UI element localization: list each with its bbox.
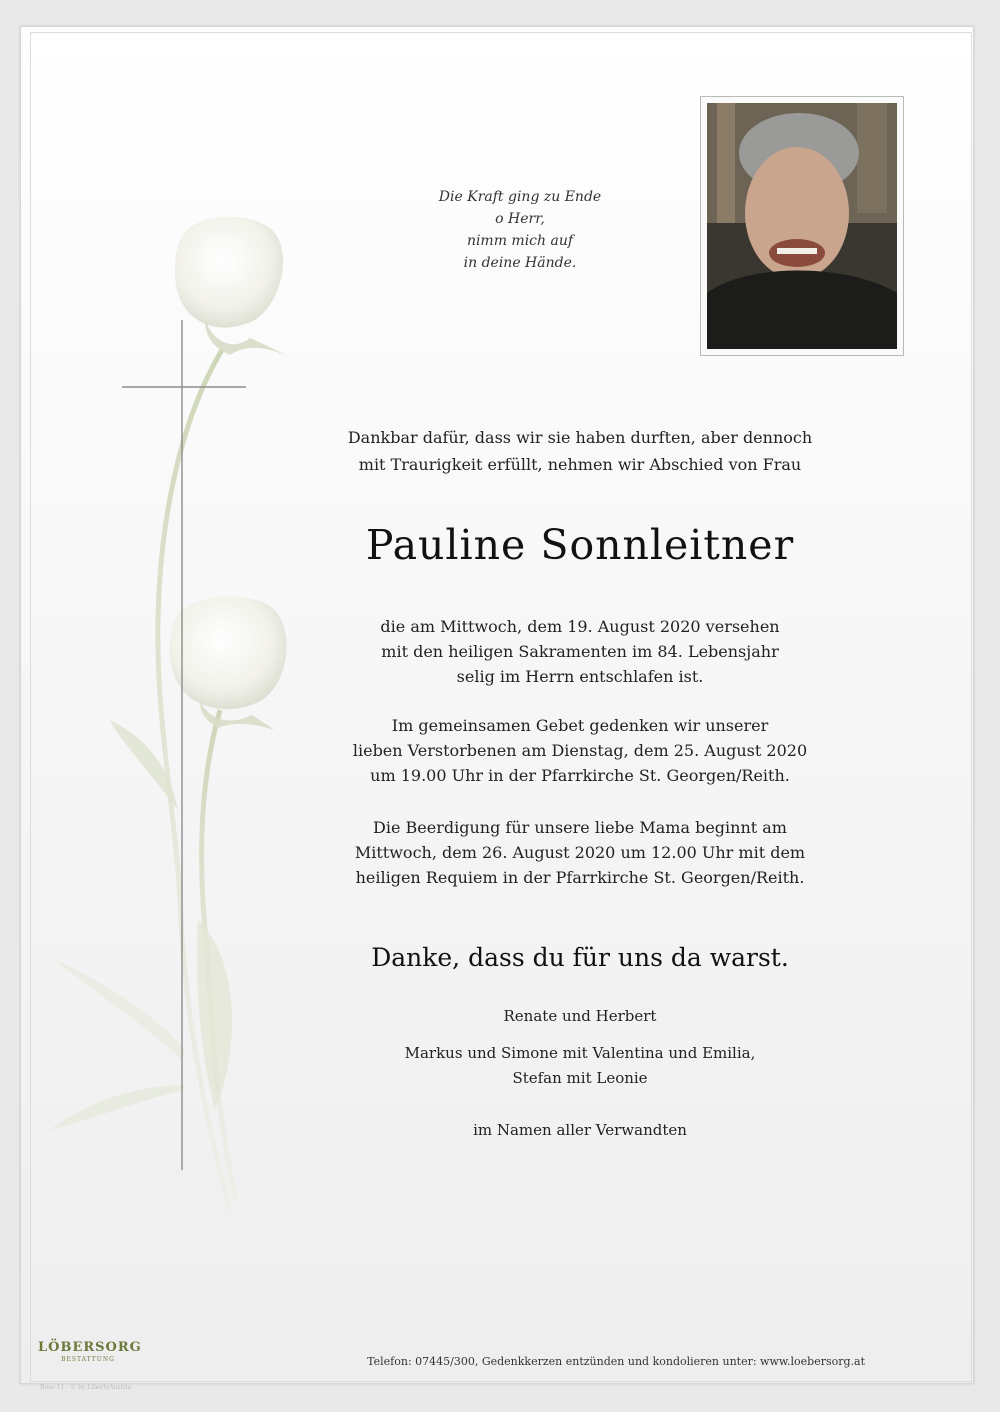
- paragraph-line: selig im Herrn entschlafen ist.: [456, 667, 704, 686]
- prayer-paragraph: [300, 713, 860, 788]
- thanks-heading: Danke, dass du für uns da warst.: [371, 943, 789, 972]
- paragraph-line: um 19.00 Uhr in der Pfarrkirche St. Georgen/Reith.: [370, 766, 790, 785]
- mourners-line-2: [300, 1041, 860, 1091]
- intro-line: mit Traurigkeit erfüllt, nehmen wir Abschied von Frau: [358, 455, 802, 474]
- mourner-line: Stefan mit Leonie: [512, 1069, 648, 1087]
- motto-line: in deine Hände.: [463, 255, 577, 271]
- portrait-photo-frame: [700, 96, 904, 356]
- funeral-paragraph: [300, 815, 860, 890]
- mourners-line-1: [300, 1004, 860, 1029]
- motto-line: o Herr,: [495, 211, 545, 227]
- paragraph-line: heiligen Requiem in der Pfarrkirche St. Georgen/Reith.: [355, 868, 805, 887]
- paragraph-line: mit den heiligen Sakramenten im 84. Lebensjahr: [381, 642, 779, 661]
- portrait-photo: [707, 103, 897, 349]
- motto-line: nimm mich auf: [466, 233, 574, 249]
- logo-name: LÖBERSORG: [38, 1340, 142, 1355]
- mourner-line: Renate und Herbert: [503, 1007, 657, 1025]
- passing-paragraph: [300, 614, 860, 689]
- paragraph-line: Die Beerdigung für unsere liebe Mama beginnt am: [373, 818, 787, 837]
- mourner-line: im Namen aller Verwandten: [473, 1121, 687, 1139]
- paragraph-line: Mittwoch, dem 26. August 2020 um 12.00 Uhr mit dem: [354, 843, 806, 862]
- deceased-name: Pauline Sonnleitner: [365, 521, 795, 569]
- funeral-home-logo: [38, 1340, 142, 1364]
- image-credit: Rose 11 - © by LibertyAustria: [40, 1384, 132, 1391]
- contact-footer: Telefon: 07445/300, Gedenkkerzen entzünden und kondolieren unter: www.loebersorg.at: [367, 1355, 865, 1368]
- mourners-line-3: [300, 1118, 860, 1143]
- paragraph-line: Im gemeinsamen Gebet gedenken wir unserer: [391, 716, 769, 735]
- motto-verse: [400, 186, 640, 274]
- mourner-line: Markus und Simone mit Valentina und Emilia,: [404, 1044, 756, 1062]
- intro-line: Dankbar dafür, dass wir sie haben durften, aber dennoch: [347, 428, 813, 447]
- logo-subtitle: BESTATTUNG: [61, 1356, 115, 1363]
- paragraph-line: die am Mittwoch, dem 19. August 2020 versehen: [380, 617, 780, 636]
- motto-line: Die Kraft ging zu Ende: [438, 189, 602, 205]
- intro-text: [300, 424, 860, 478]
- paragraph-line: lieben Verstorbenen am Dienstag, dem 25. August 2020: [352, 741, 808, 760]
